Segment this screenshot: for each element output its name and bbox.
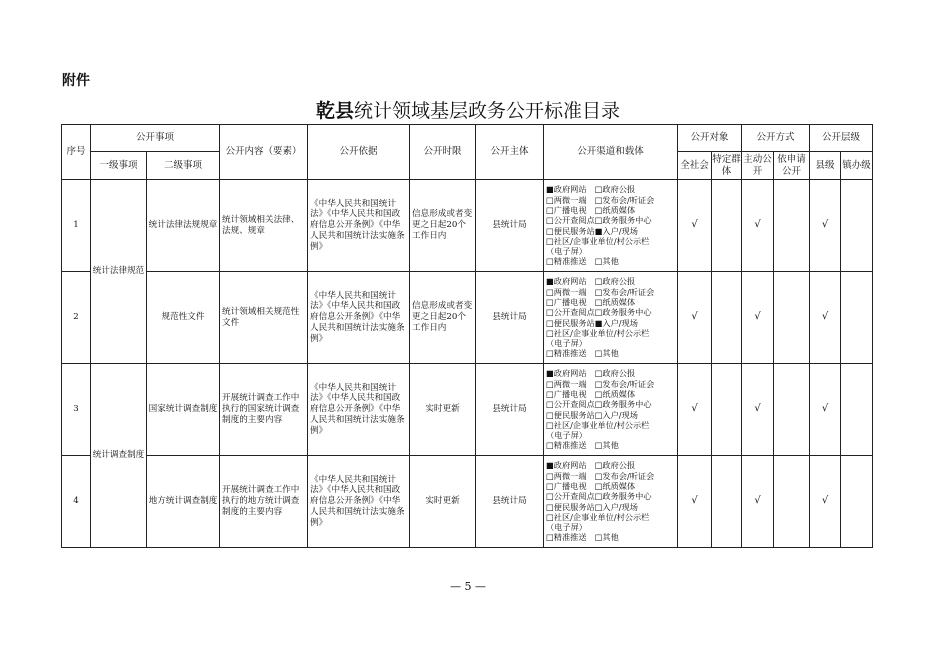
channel-line: □社区/企事业单位/村公示栏 (546, 511, 650, 522)
channel-line: □便民服务站■入户/现场 (546, 317, 638, 328)
channel-line: □社区/企事业单位/村公示栏 (546, 327, 650, 338)
cell-time-limit: 实时更新 (410, 456, 476, 548)
header-subject: 公开主体 (476, 125, 544, 180)
cell-county: √ (810, 456, 841, 548)
cell-level2: 国家统计调查制度 (147, 364, 220, 456)
header-level2: 二级事项 (147, 152, 220, 180)
channel-line: □便民服务站□入户/现场 (546, 501, 638, 512)
cell-channels (544, 272, 678, 364)
cell-content: 统计领域相关法律、法规、规章 (220, 180, 308, 272)
channel-line: □公开查阅点□政务服务中心 (546, 399, 652, 410)
header-specific-group: 特定群体 (712, 152, 742, 180)
channel-line: □公开查阅点□政务服务中心 (546, 215, 652, 226)
cell-all-society: √ (678, 456, 712, 548)
cell-channels (544, 364, 678, 456)
table-row (62, 180, 873, 272)
cell-subject: 县统计局 (476, 456, 544, 548)
table-row (62, 456, 873, 548)
cell-level2: 规范性文件 (147, 272, 220, 364)
channel-line: □广播电视 □纸质媒体 (546, 204, 636, 215)
header-basis: 公开依据 (308, 125, 410, 180)
cell-content: 统计领域相关规范性文件 (220, 272, 308, 364)
cell-seq: 2 (62, 272, 91, 364)
cell-basis: 《中华人民共和国统计法》《中华人民共和国政府信息公开条例》《中华人民共和国统计法实施条例》 (308, 364, 410, 456)
header-seq: 序号 (62, 125, 91, 180)
cell-channels (544, 456, 678, 548)
cell-county: √ (810, 364, 841, 456)
channel-line: □便民服务站□入户/现场 (546, 409, 638, 420)
cell-on-request (774, 364, 810, 456)
cell-level2: 地方统计调查制度 (147, 456, 220, 548)
cell-active: √ (742, 364, 774, 456)
channel-line: （电子屏） (546, 430, 587, 441)
cell-seq: 4 (62, 456, 91, 548)
table-row (62, 272, 873, 364)
channel-line: □广播电视 □纸质媒体 (546, 388, 636, 399)
channel-line: □精准推送 □其他 (546, 348, 619, 359)
cell-seq: 3 (62, 364, 91, 456)
cell-town (841, 272, 873, 364)
channel-line: □广播电视 □纸质媒体 (546, 480, 636, 491)
cell-county: √ (810, 180, 841, 272)
channel-line: ■政府网站 □政府公报 (546, 460, 636, 471)
cell-town (841, 456, 873, 548)
cell-time-limit: 信息形成或者变更之日起20个工作日内 (410, 272, 476, 364)
header-all-society: 全社会 (678, 152, 712, 180)
title-county: 乾县 (315, 100, 354, 122)
cell-active: √ (742, 456, 774, 548)
cell-on-request (774, 180, 810, 272)
cell-town (841, 364, 873, 456)
cell-basis: 《中华人民共和国统计法》《中华人民共和国政府信息公开条例》《中华人民共和国统计法实施条例》 (308, 272, 410, 364)
disclosure-catalog-table (61, 124, 873, 548)
channel-line: □公开查阅点□政务服务中心 (546, 307, 652, 318)
cell-level1: 统计法律规范 (91, 180, 147, 364)
channel-line: ■政府网站 □政府公报 (546, 184, 636, 195)
cell-on-request (774, 456, 810, 548)
cell-time-limit: 实时更新 (410, 364, 476, 456)
header-level1: 一级事项 (91, 152, 147, 180)
cell-channels (544, 180, 678, 272)
channel-line: ■政府网站 □政府公报 (546, 276, 636, 287)
header-town: 镇办级 (841, 152, 873, 180)
header-matters: 公开事项 (91, 125, 220, 152)
header-content: 公开内容（要素） (220, 125, 308, 180)
channel-line: （电子屏） (546, 338, 587, 349)
header-level: 公开层级 (810, 125, 873, 152)
header-time-limit: 公开时限 (410, 125, 476, 180)
header-method: 公开方式 (742, 125, 810, 152)
header-on-request: 依申请公开 (774, 152, 810, 180)
cell-subject: 县统计局 (476, 180, 544, 272)
cell-town (841, 180, 873, 272)
cell-seq: 1 (62, 180, 91, 272)
channel-line: □精准推送 □其他 (546, 532, 619, 543)
cell-all-society: √ (678, 180, 712, 272)
cell-county: √ (810, 272, 841, 364)
cell-specific-group (712, 364, 742, 456)
cell-active: √ (742, 272, 774, 364)
cell-all-society: √ (678, 272, 712, 364)
table-row (62, 364, 873, 456)
channel-line: □两微一端 □发布会/听证会 (546, 194, 655, 205)
channel-line: ■政府网站 □政府公报 (546, 368, 636, 379)
cell-time-limit: 信息形成或者变更之日起20个工作日内 (410, 180, 476, 272)
cell-on-request (774, 272, 810, 364)
channel-line: □公开查阅点□政务服务中心 (546, 491, 652, 502)
cell-level2: 统计法律法规规章 (147, 180, 220, 272)
channel-line: □两微一端 □发布会/听证会 (546, 286, 655, 297)
channel-line: （电子屏） (546, 246, 587, 257)
cell-specific-group (712, 272, 742, 364)
channel-line: □便民服务站■入户/现场 (546, 225, 638, 236)
channel-line: （电子屏） (546, 522, 587, 533)
cell-subject: 县统计局 (476, 364, 544, 456)
cell-specific-group (712, 456, 742, 548)
cell-basis: 《中华人民共和国统计法》《中华人民共和国政府信息公开条例》《中华人民共和国统计法实施条例》 (308, 456, 410, 548)
channel-line: □精准推送 □其他 (546, 440, 619, 451)
channel-line: □广播电视 □纸质媒体 (546, 296, 636, 307)
cell-subject: 县统计局 (476, 272, 544, 364)
cell-active: √ (742, 180, 774, 272)
attachment-label: 附件 (62, 73, 90, 89)
channel-line: □社区/企事业单位/村公示栏 (546, 235, 650, 246)
cell-content: 开展统计调查工作中执行的国家统计调查制度的主要内容 (220, 364, 308, 456)
cell-basis: 《中华人民共和国统计法》《中华人民共和国政府信息公开条例》《中华人民共和国统计法实施条例》 (308, 180, 410, 272)
cell-level1: 统计调查制度 (91, 364, 147, 548)
cell-all-society: √ (678, 364, 712, 456)
page-title (0, 96, 936, 123)
channel-line: □社区/企事业单位/村公示栏 (546, 419, 650, 430)
cell-specific-group (712, 180, 742, 272)
header-target: 公开对象 (678, 125, 742, 152)
channel-line: □两微一端 □发布会/听证会 (546, 470, 655, 481)
page-number: — 5 — (450, 580, 486, 593)
title-text: 统计领域基层政务公开标准目录 (354, 100, 621, 122)
header-active: 主动公开 (742, 152, 774, 180)
channel-line: □精准推送 □其他 (546, 256, 619, 267)
cell-content: 开展统计调查工作中执行的地方统计调查制度的主要内容 (220, 456, 308, 548)
header-channels: 公开渠道和载体 (544, 125, 678, 180)
channel-line: □两微一端 □发布会/听证会 (546, 378, 655, 389)
header-county: 县级 (810, 152, 841, 180)
